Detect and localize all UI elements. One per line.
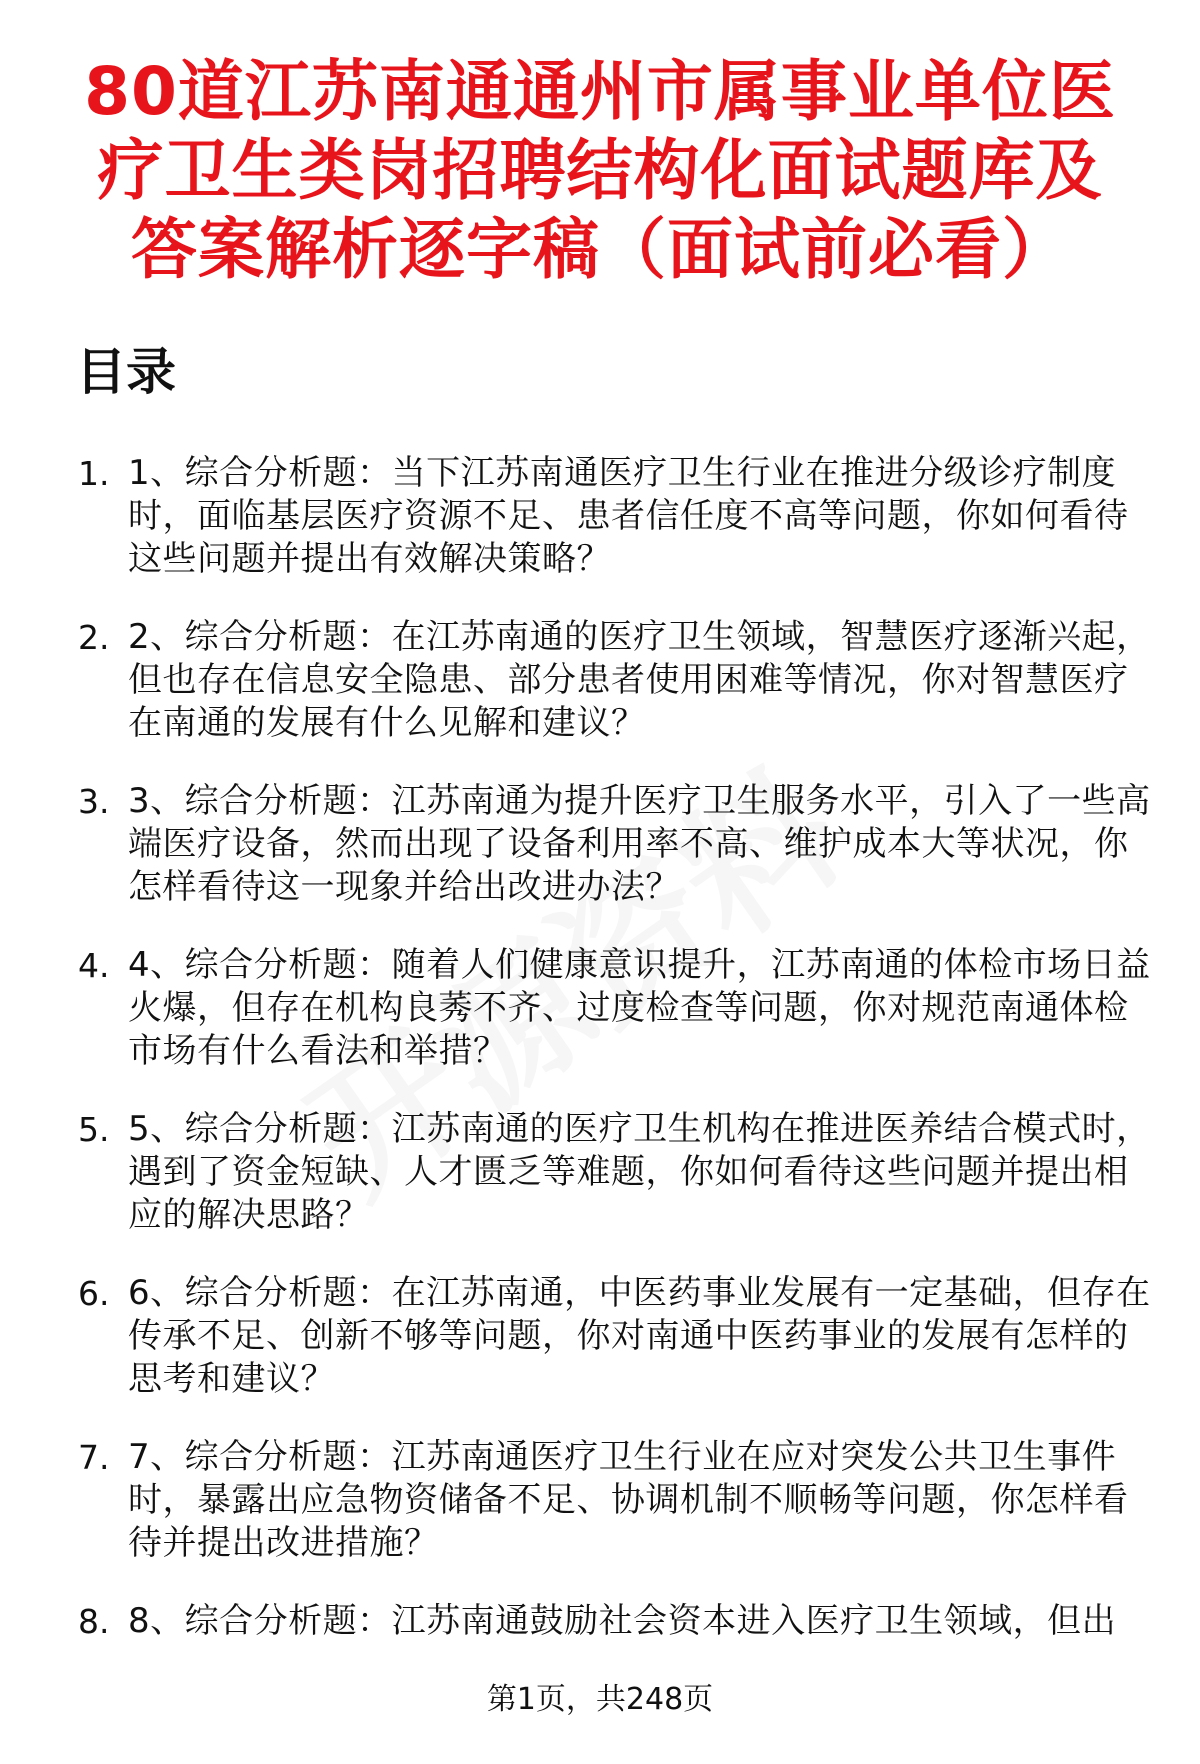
- toc-item-5[interactable]: [0, 1108, 1200, 1272]
- document-title: [0, 52, 1200, 289]
- title-line-2: 疗卫生类岗招聘结构化面试题库及: [97, 132, 1103, 209]
- toc-item-number: 7.: [78, 1438, 110, 1477]
- toc-item-7[interactable]: [0, 1436, 1200, 1600]
- toc-item-6[interactable]: [0, 1272, 1200, 1436]
- toc-item-text[interactable]: 3、综合分析题：江苏南通为提升医疗卫生服务水平，引入了一些高端医疗设备，然而出现了设备利用率不高、维护成本大等状况，你怎样看待这一现象并给出改进办法？: [128, 781, 1151, 907]
- toc-item-number: 6.: [78, 1274, 110, 1313]
- toc-item-number: 5.: [78, 1110, 110, 1149]
- toc-item-text[interactable]: 2、综合分析题：在江苏南通的医疗卫生领域，智慧医疗逐渐兴起，但也存在信息安全隐患、部分患者使用困难等情况，你对智慧医疗在南通的发展有什么见解和建议？: [128, 617, 1151, 743]
- toc-list: [0, 452, 1200, 1764]
- toc-item-number: 8.: [78, 1602, 110, 1641]
- page-number: 第1页，共248页: [486, 1682, 714, 1717]
- toc-item-text[interactable]: 8、综合分析题：江苏南通鼓励社会资本进入医疗卫生领域，但出: [128, 1601, 1117, 1641]
- toc-item-text[interactable]: 7、综合分析题：江苏南通医疗卫生行业在应对突发公共卫生事件时，暴露出应急物资储备不足、协调机制不顺畅等问题，你怎样看待并提出改进措施？: [128, 1437, 1129, 1563]
- toc-item-text[interactable]: 4、综合分析题：随着人们健康意识提升，江苏南通的体检市场日益火爆，但存在机构良莠不齐、过度检查等问题，你对规范南通体检市场有什么看法和举措？: [128, 945, 1151, 1071]
- toc-item-text[interactable]: 5、综合分析题：江苏南通的医疗卫生机构在推进医养结合模式时，遇到了资金短缺、人才匮乏等难题，你如何看待这些问题并提出相应的解决思路？: [128, 1109, 1151, 1235]
- toc-item-text[interactable]: 6、综合分析题：在江苏南通，中医药事业发展有一定基础，但存在传承不足、创新不够等问题，你对南通中医药事业的发展有怎样的思考和建议？: [128, 1273, 1151, 1399]
- toc-item-number: 3.: [78, 782, 110, 821]
- toc-heading: 目录: [76, 343, 176, 401]
- toc-item-1[interactable]: [0, 452, 1200, 616]
- toc-item-number: 1.: [78, 454, 110, 493]
- toc-item-text[interactable]: 1、综合分析题：当下江苏南通医疗卫生行业在推进分级诊疗制度时，面临基层医疗资源不足、患者信任度不高等问题，你如何看待这些问题并提出有效解决策略？: [128, 453, 1129, 579]
- toc-item-number: 4.: [78, 946, 110, 985]
- toc-item-2[interactable]: [0, 616, 1200, 780]
- title-line-1: 80道江苏南通通州市属事业单位医: [84, 53, 1116, 130]
- title-line-3: 答案解析逐字稿（面试前必看）: [131, 211, 1069, 288]
- toc-item-4[interactable]: [0, 944, 1200, 1108]
- toc-item-number: 2.: [78, 618, 110, 657]
- toc-item-3[interactable]: [0, 780, 1200, 944]
